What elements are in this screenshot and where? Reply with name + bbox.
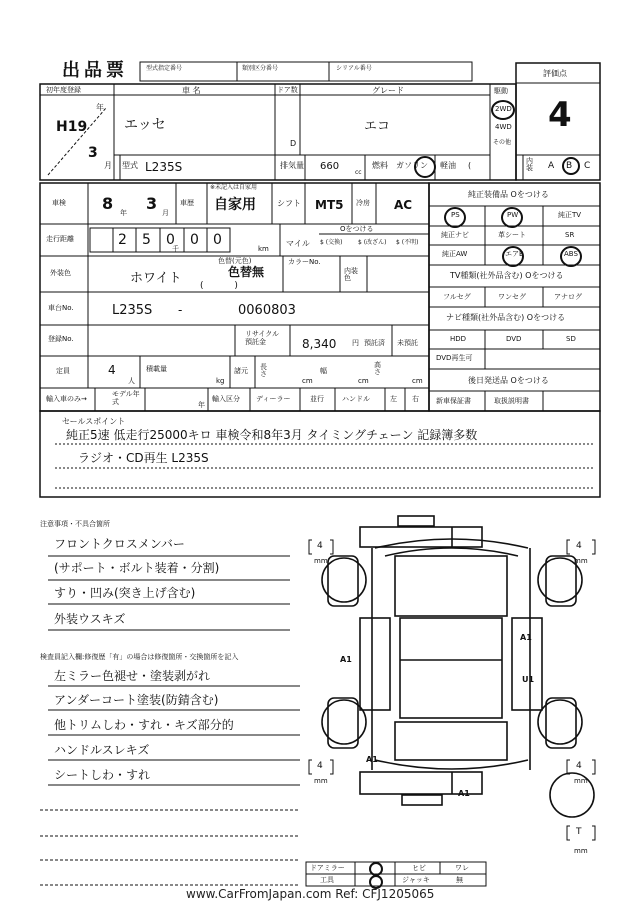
grade-label: グレード: [372, 86, 404, 95]
car-name-label: 車 名: [182, 86, 201, 95]
tire-fl-unit: mm: [314, 557, 328, 565]
interior-circle: [562, 157, 580, 175]
fuel-label: 燃料: [372, 161, 388, 170]
equip-pw: PW: [507, 211, 519, 219]
mile-label: マイル: [286, 239, 310, 248]
km-unit: km: [258, 245, 269, 253]
repaint-label: 色替(元色): [218, 257, 252, 265]
equip-nav: 純正ナビ: [441, 231, 469, 239]
width-label: 幅: [320, 367, 327, 375]
mileage-digit-5: 0: [190, 232, 199, 248]
model-label: 型式: [122, 161, 138, 170]
jack-label: ジャッキ: [402, 876, 430, 884]
door-mirror-label: ドアミラー: [310, 864, 345, 872]
ac-label: 冷房: [356, 199, 370, 207]
disp-label: 排気量: [280, 161, 304, 170]
chassis-number: 0060803: [238, 303, 296, 318]
usage: 自家用: [214, 197, 256, 213]
inspector-item-3: 他トリムしわ・すれ・キズ部分的: [54, 718, 234, 732]
yen-unit: 円: [352, 339, 359, 347]
first-reg-label: 初年度登録: [46, 86, 81, 94]
drive-other: その他: [493, 139, 512, 146]
dims-label: 諸元: [234, 367, 248, 375]
door-label: ドア数: [277, 86, 298, 94]
note-4: 外装ウスキズ: [54, 612, 126, 626]
import-label: 輸入車のみ→: [46, 395, 87, 403]
mark-a1-rear-left: A1: [366, 755, 378, 764]
capacity-label: 定員: [56, 367, 70, 375]
modified-label: $ (改ざん): [358, 239, 387, 246]
serial-label: シリアル番号: [336, 65, 372, 72]
model-year-label: モデル年式: [112, 390, 140, 406]
tv-analog: アナログ: [554, 293, 582, 301]
kg-unit: kg: [216, 377, 225, 385]
car-name: エッセ: [124, 117, 166, 133]
dealer-label: ディーラー: [256, 395, 291, 403]
sales-line-2: ラジオ・CD再生 L235S: [78, 451, 209, 465]
capacity-value: 4: [108, 363, 116, 377]
inspection-month: 3: [146, 194, 158, 213]
width-cm: cm: [358, 377, 369, 385]
drive-label: 駆動: [494, 87, 508, 95]
equip-abs: ABS: [564, 250, 578, 258]
interior-b: B: [566, 161, 573, 171]
color-label: 外装色: [50, 269, 71, 277]
tv-oneseg: ワンセグ: [498, 293, 526, 301]
capacity-unit: 人: [128, 377, 135, 385]
inspection-year-unit: 年: [120, 209, 127, 217]
usage-label: 車歴: [180, 199, 194, 207]
note-2: (サポート・ボルト装着・分割): [54, 561, 220, 575]
unknown-label: $ (不明): [396, 239, 419, 246]
equip-tv: 純正TV: [558, 211, 582, 219]
note-3: すり・凹み(突き上げ含む): [54, 586, 196, 600]
tools-label: 工具: [320, 876, 334, 884]
tv-title: TV種類(社外品含む) Oをつける: [450, 271, 564, 280]
mark-a1-rear: A1: [458, 789, 470, 798]
nav-sd: SD: [566, 335, 576, 343]
eval-score: 4: [548, 95, 572, 135]
nav-hdd: HDD: [450, 335, 467, 343]
fuel-paren: (: [468, 161, 472, 170]
shift: MT5: [315, 198, 344, 212]
inspector-item-4: ハンドルスレキズ: [54, 743, 150, 757]
interior-c: C: [584, 161, 591, 171]
nav-title: ナビ種類(社外品含む) Oをつける: [446, 313, 566, 322]
load-label: 積載量: [146, 365, 167, 373]
chassis-model: L235S: [112, 303, 153, 318]
inspector-label: 検査員記入欄:修復歴「有」の場合は修復箇所・交換箇所を記入: [40, 653, 239, 661]
interior-color-label: 内装色: [344, 267, 358, 282]
eval-label: 評価点: [543, 69, 567, 78]
equip-ps: PS: [451, 211, 460, 219]
disp-unit: cc: [355, 169, 362, 176]
after-manual: 取扱説明書: [494, 397, 529, 405]
import-class-label: 輸入区分: [212, 395, 240, 403]
unpaid-label: 未預託: [397, 339, 418, 347]
mileage-label: 走行距離: [46, 235, 74, 243]
drive-2wd: 2WD: [495, 105, 512, 113]
length-label: 長さ: [260, 363, 267, 378]
type-spec-label: 型式指定番号: [146, 65, 183, 72]
spare-unit: mm: [574, 847, 588, 855]
recycle-amount: 8,340: [302, 337, 337, 351]
model: L235S: [145, 160, 183, 174]
inspector-item-1: 左ミラー色褪せ・塗装剥がれ: [54, 669, 211, 683]
prepaid-label: 預託済: [364, 339, 385, 347]
sales-line-1: 純正5速 低走行25000キロ 車検令和8年3月 タイミングチェーン 記録簿多数: [66, 428, 478, 442]
registration-label: 登録No.: [48, 335, 74, 343]
reg-year: H19: [56, 119, 88, 135]
grade: エコ: [364, 119, 391, 134]
dvd-play: DVD再生可: [436, 354, 473, 362]
none-label: 無: [456, 876, 463, 884]
mileage-digit-3: 5: [142, 232, 151, 248]
left-label: 左: [390, 395, 397, 403]
crack-label: ヒビ: [412, 864, 426, 872]
sales-label: セールスポイント: [62, 417, 126, 426]
month-unit: 月: [104, 161, 112, 170]
tv-fullseg: フルセグ: [443, 293, 471, 301]
thousand-mark: 千: [172, 245, 179, 253]
right-label: 右: [412, 395, 419, 403]
tire-rl: 4: [317, 761, 323, 771]
interior-a: A: [548, 161, 555, 171]
parallel-label: 並行: [310, 395, 324, 403]
chassis-dash: -: [178, 303, 183, 317]
inspection-year: 8: [102, 194, 114, 213]
height-cm: cm: [412, 377, 423, 385]
equip-aw: 純正AW: [442, 250, 468, 258]
inspection-month-unit: 月: [162, 209, 169, 217]
chassis-label: 車台No.: [48, 304, 74, 312]
repaint-paren: ( ): [200, 281, 252, 291]
length-cm: cm: [302, 377, 313, 385]
tire-fr-unit: mm: [574, 557, 588, 565]
equip-leather: 革シート: [498, 231, 526, 239]
equip-title: 純正装備品 Oをつける: [468, 190, 549, 199]
fuel-circle: [414, 156, 436, 178]
inspection-label: 車検: [52, 199, 66, 207]
door-value: D: [290, 139, 297, 148]
color-no-label: カラーNo.: [288, 258, 321, 266]
fuel-value: ガソリン: [396, 161, 428, 170]
spare-label: T: [576, 827, 582, 837]
recycle-label: リサイクル預託金: [245, 330, 280, 347]
import-year-unit: 年: [198, 401, 205, 409]
mileage-digit-4: 0: [166, 232, 175, 248]
drive-circle: [491, 100, 515, 120]
equip-pw-circle: [501, 207, 523, 228]
reg-month: 3: [88, 145, 98, 161]
mileage-digit-6: 0: [213, 232, 222, 248]
note-1: フロントクロスメンバー: [54, 537, 185, 551]
light-oil: 軽油: [440, 161, 456, 170]
height-label: 高さ: [374, 361, 381, 376]
equip-ps-circle: [444, 207, 466, 228]
mark-u1: U1: [522, 675, 535, 684]
nav-dvd: DVD: [506, 335, 522, 343]
notes-label: 注意事項・不具合箇所: [40, 520, 110, 528]
mileage-digit-2: 2: [118, 232, 127, 248]
exchange-label: $ (交換): [320, 239, 343, 246]
mark-a1-left: A1: [340, 655, 352, 664]
tire-fr: 4: [576, 541, 582, 551]
interior-label: 内装: [526, 157, 533, 172]
tire-fl: 4: [317, 541, 323, 551]
mark-a1-right: A1: [520, 633, 532, 642]
class-no-label: 類別区分番号: [242, 65, 279, 72]
repaint-value: 色替無: [228, 265, 265, 279]
shift-label: シフト: [277, 199, 301, 208]
tire-rr-unit: mm: [574, 777, 588, 785]
watermark: www.CarFromJapan.com Ref: CFJ1205065: [186, 887, 435, 901]
inspector-item-5: シートしわ・すれ: [54, 768, 151, 782]
equip-airbag-circle: [502, 246, 524, 267]
tire-rl-unit: mm: [314, 777, 328, 785]
after-title: 後日発送品 Oをつける: [468, 376, 549, 385]
circle-note: Oをつける: [340, 225, 374, 233]
equip-sr: SR: [565, 231, 575, 239]
drive-4wd: 4WD: [495, 123, 512, 131]
inspector-item-2: アンダーコート塗装(防錆含む): [54, 693, 219, 707]
usage-note: ※未記入は自家用: [210, 184, 258, 191]
handle-label: ハンドル: [342, 395, 370, 403]
after-warranty: 新車保証書: [436, 397, 471, 405]
door-mirror-circle: [369, 862, 383, 876]
form-title: 出品票: [62, 60, 128, 81]
ac: AC: [394, 198, 413, 212]
year-unit: 年: [96, 103, 104, 112]
equip-abs-circle: [560, 246, 582, 267]
equip-airbag: エアB: [505, 250, 524, 258]
disp: 660: [320, 161, 340, 172]
split-label: ワレ: [455, 864, 469, 872]
tire-rr: 4: [576, 761, 582, 771]
color-value: ホワイト: [130, 271, 182, 286]
